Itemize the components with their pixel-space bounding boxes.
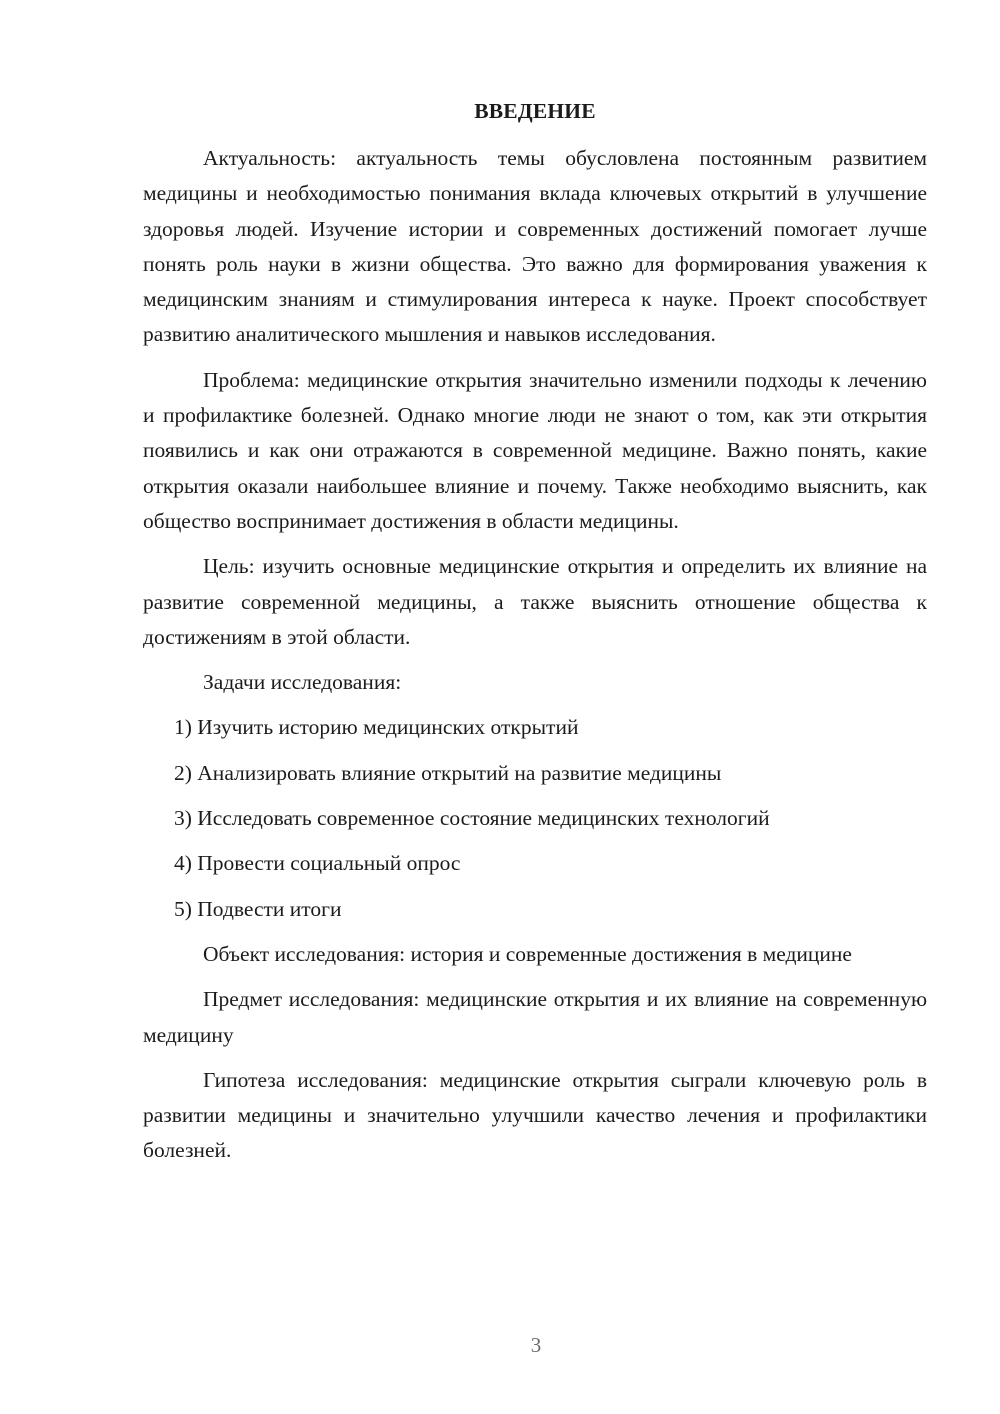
- list-item: 5) Подвести итоги: [174, 896, 342, 921]
- task-list: [143, 710, 927, 926]
- list-item: 2) Анализировать влияние открытий на развитие медицины: [174, 760, 722, 785]
- tasks-heading: Задачи исследования:: [203, 670, 402, 695]
- paragraph-goal: Цель: изучить основные медицинские открытия и определить их влияние на развитие современной медицины, а также выяснить отношение общества к достижениям в этой области.: [143, 554, 927, 649]
- paragraph-problem: Проблема: медицинские открытия значительно изменили подходы к лечению и профилактике болезней. Однако многие люди не знают о том, как эти открытия появились и как они отражаются в современной медицине. Важно понять, какие открытия оказали наибольшее влияние и почему. Также необходимо выяснить, как общество воспринимает достижения в области медицины.: [143, 367, 927, 533]
- page-title: ВВЕДЕНИЕ: [474, 99, 596, 123]
- list-item: 4) Провести социальный опрос: [174, 851, 461, 876]
- paragraph-subject: Предмет исследования: медицинские открытия и их влияние на современную медицину: [143, 987, 927, 1047]
- paragraph-relevance: Актуальность: актуальность темы обусловлена постоянным развитием медицины и необходимостью понимания вклада ключевых открытий в улучшение здоровья людей. Изучение истории и современных достижений помогает лучше понять роль науки в жизни общества. Это важно для формирования уважения к медицинским знаниям и стимулирования интереса к науке. Проект способствует развитию аналитического мышления и навыков исследования.: [143, 146, 927, 347]
- page-number: 3: [530, 1333, 542, 1357]
- paragraph-object: Объект исследования: история и современные достижения в медицине: [203, 941, 852, 966]
- document-page: [143, 96, 927, 1179]
- list-item: 1) Изучить историю медицинских открытий: [174, 715, 579, 740]
- list-item: 3) Исследовать современное состояние медицинских технологий: [174, 806, 770, 831]
- paragraph-hypothesis: Гипотеза исследования: медицинские открытия сыграли ключевую роль в развитии медицины и значительно улучшили качество лечения и профилактики болезней.: [143, 1067, 927, 1163]
